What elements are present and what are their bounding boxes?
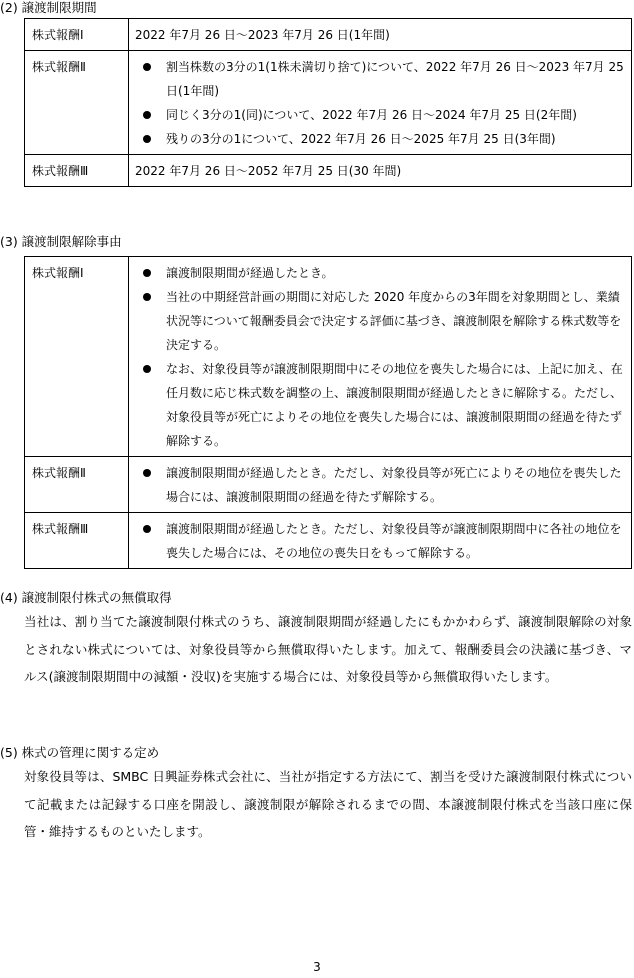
list-item: [135, 103, 625, 127]
row-text: 2022 年7月 26 日～2052 年7月 25 日(30 年間): [129, 155, 632, 187]
bullet-list: [135, 517, 625, 565]
list-item-text: 譲渡制限期間が経過したとき。: [166, 266, 334, 280]
list-item: [135, 357, 625, 453]
section-2-heading: (2) 譲渡制限期間: [0, 0, 97, 15]
row-label: 株式報酬Ⅰ: [25, 257, 129, 457]
bullet-icon: [143, 111, 151, 119]
bullet-icon: [143, 293, 151, 301]
list-item: [135, 127, 625, 151]
table-row: [25, 19, 632, 51]
page-number: 3: [313, 960, 321, 974]
list-item-text: 割当株数の3分の1(1株未満切り捨て)について、2022 年7月 26 日～2023 年7月 25 日(1年間): [166, 60, 624, 98]
list-item: [135, 261, 625, 285]
list-item-text: 同じく3分の1(同)について、2022 年7月 26 日～2024 年7月 25 日(2年間): [166, 108, 577, 122]
section-5-body: 対象役員等は、SMBC 日興証券株式会社に、当社が指定する方法にて、割当を受けた譲渡制限付株式について記載または記録する口座を開設し、譲渡制限が解除されるまでの間、本譲渡制限付株式を当該口座に保管・維持するものといたします。: [24, 769, 632, 839]
list-item: [135, 461, 625, 509]
row-label: 株式報酬Ⅱ: [25, 51, 129, 155]
section-5-heading: (5) 株式の管理に関する定め: [0, 745, 160, 760]
list-item: [135, 55, 625, 103]
list-item-text: 残りの3分の1について、2022 年7月 26 日～2025 年7月 25 日(3年間): [166, 132, 556, 146]
row-content: [129, 51, 632, 155]
bullet-icon: [143, 469, 151, 477]
bullet-list: [135, 55, 625, 151]
restriction-period-table: [24, 18, 632, 187]
table-row: [25, 51, 632, 155]
bullet-icon: [143, 365, 151, 373]
section-4-heading: (4) 譲渡制限付株式の無償取得: [0, 590, 172, 605]
list-item-text: 譲渡制限期間が経過したとき。ただし、対象役員等が死亡によりその地位を喪失した場合には、譲渡制限期間の経過を待たず解除する。: [166, 466, 622, 504]
table-row: [25, 457, 632, 513]
table-row: [25, 513, 632, 569]
list-item: [135, 517, 625, 565]
table-row: [25, 257, 632, 457]
row-label: 株式報酬Ⅲ: [25, 155, 129, 187]
section-4-body: 当社は、割り当てた譲渡制限付株式のうち、譲渡制限期間が経過したにもかかわらず、譲渡制限解除の対象とされない株式については、対象役員等から無償取得いたします。加えて、報酬委員会の決議に基づき、マルス(譲渡制限期間中の減額・没収)を実施する場合には、対象役員等から無償取得いたします。: [24, 614, 632, 684]
list-item: [135, 285, 625, 357]
row-label: 株式報酬Ⅲ: [25, 513, 129, 569]
table-row: [25, 155, 632, 187]
row-text: 2022 年7月 26 日～2023 年7月 26 日(1年間): [129, 19, 632, 51]
row-content: [129, 513, 632, 569]
list-item-text: 譲渡制限期間が経過したとき。ただし、対象役員等が譲渡制限期間中に各社の地位を喪失した場合には、その地位の喪失日をもって解除する。: [166, 522, 622, 560]
bullet-icon: [143, 135, 151, 143]
bullet-icon: [143, 525, 151, 533]
row-content: [129, 257, 632, 457]
list-item-text: なお、対象役員等が譲渡制限期間中にその地位を喪失した場合には、上記に加え、在任月数に応じ株式数を調整の上、譲渡制限期間が経過したときに解除する。ただし、対象役員等が死亡によりその地位を喪失した場合には、譲渡制限期間の経過を待たず解除する。: [166, 362, 623, 448]
release-conditions-table: [24, 256, 632, 569]
bullet-list: [135, 261, 625, 453]
row-label: 株式報酬Ⅱ: [25, 457, 129, 513]
section-3-heading: (3) 譲渡制限解除事由: [0, 234, 122, 249]
row-label: 株式報酬Ⅰ: [25, 19, 129, 51]
row-content: [129, 457, 632, 513]
list-item-text: 当社の中期経営計画の期間に対応した 2020 年度からの3年間を対象期間とし、業績状況等について報酬委員会で決定する評価に基づき、譲渡制限を解除する株式数等を決定する。: [166, 290, 622, 352]
bullet-icon: [143, 63, 151, 71]
bullet-icon: [143, 269, 151, 277]
bullet-list: [135, 461, 625, 509]
